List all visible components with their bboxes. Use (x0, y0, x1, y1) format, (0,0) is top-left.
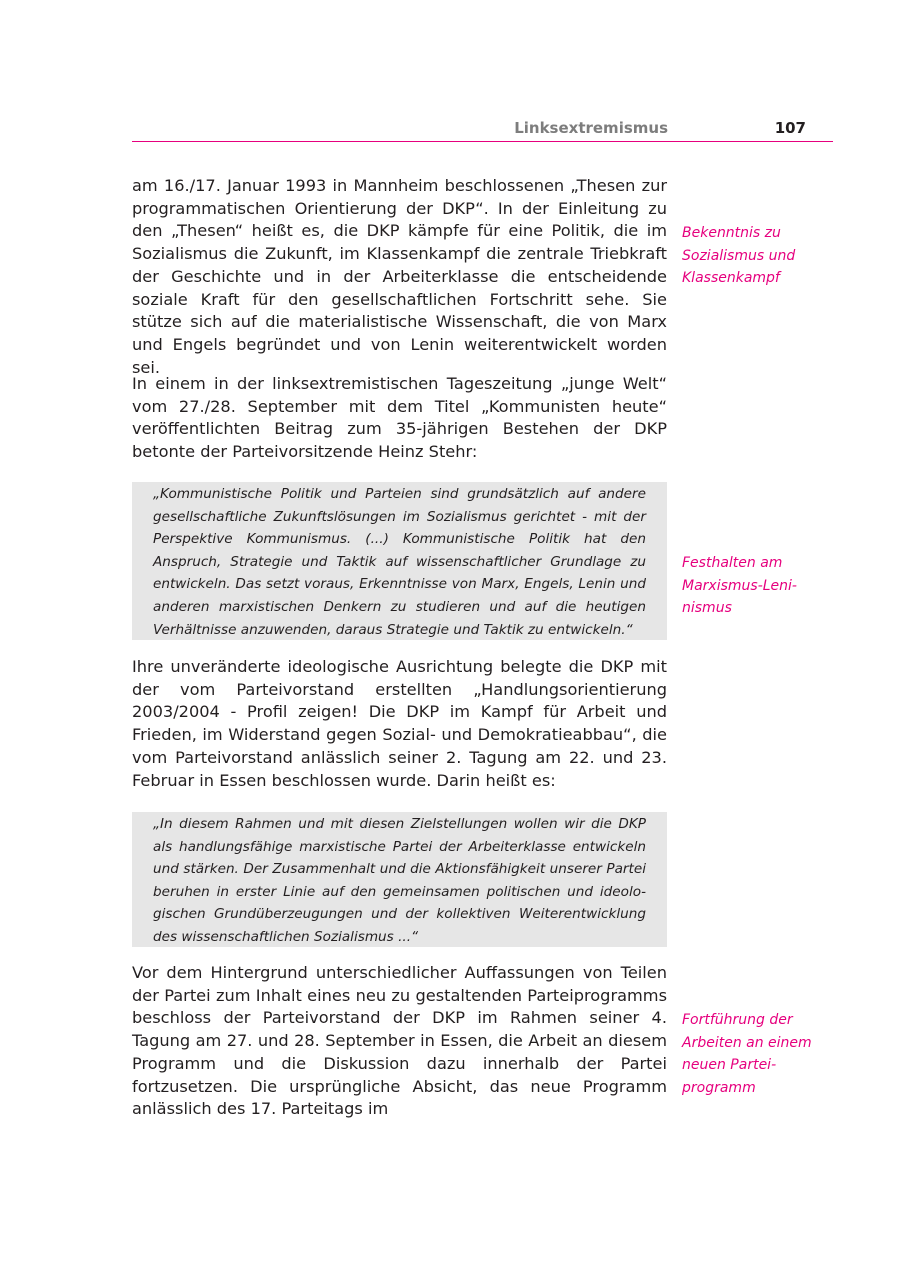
header-divider (132, 141, 833, 142)
margin-note-3: Fortführung der Arbeiten an einem neuen Partei- programm (682, 1012, 812, 1096)
margin-note-2: Festhalten am Marxismus-Leni- nismus (682, 555, 797, 616)
paragraph-4: Vor dem Hintergrund unterschiedlicher Auffassungen von Teilen der Partei zum Inhalt eines neu zu gestaltenden Parteiprogramms beschloss der Parteivorstand der DKP im Rahmen seiner 4. Tagung am 27. und 28. September in Essen, die Arbeit an diesem Programm und die Diskussion dazu innerhalb der Partei fortzusetzen. Die ursprüngliche Absicht, das neue Programm anlässlich des 17. Parteitags im (132, 963, 667, 1119)
paragraph-2: In einem in der linksextremistischen Tageszeitung „junge Welt“ vom 27./28. September mit dem Titel „Kommunisten heute“ veröffentlichten Beitrag zum 35-jährigen Bestehen der DKP betonte der Parteivorsitzende Heinz Stehr: (132, 374, 667, 462)
paragraph-1: am 16./17. Januar 1993 in Mannheim beschlossenen „Thesen zur programmatischen Orientierung der DKP“. In der Einleitung zu den „Thesen“ heißt es, die DKP kämpfe für eine Politik, die im Sozialismus die Zukunft, im Klassenkampf die zentrale Triebkraft der Geschichte und in der Arbeiterklasse die entscheidende soziale Kraft für den gesellschaftlichen Fortschritt sehe. Sie stütze sich auf die materialistische Wissenschaft, die von Marx und Engels begründet und von Lenin weiterentwickelt worden sei. (132, 176, 667, 377)
paragraph-3: Ihre unveränderte ideologische Ausrichtung belegte die DKP mit der vom Parteivorstand erstellten „Handlungsorientierung 2003/2004 - Profil zeigen! Die DKP im Kampf für Arbeit und Frieden, im Widerstand gegen Sozial- und Demokratieabbau“, die vom Parteivorstand anlässlich seiner 2. Tagung am 22. und 23. Februar in Essen beschlossen wurde. Darin heißt es: (132, 657, 667, 790)
margin-note-1: Bekenntnis zu Sozialismus und Klassenkampf (682, 225, 796, 286)
quote-text-2: „In diesem Rahmen und mit diesen Zielstellungen wollen wir die DKP als handlungsfähige marxistische Partei der Arbeiterklasse entwickeln und stärken. Der Zusammenhalt und die Aktionsfähigkeit unserer Partei beruhen in erster Linie auf den gemeinsamen politischen und ideologischen Grundüberzeugungen und der kollektiven Weiterentwicklung des wissenschaftlichen Sozialismus ...“ (153, 816, 646, 945)
section-title: Linksextremismus (514, 119, 668, 137)
quote-block-2 (132, 812, 667, 947)
quote-text-1: „Kommunistische Politik und Parteien sind grundsätzlich auf andere gesellschaftliche Zukunftslösungen im Sozialismus gerichtet - mit der Perspektive Kommunismus. (...) Kommunistische Politik hat den Anspruch, Strategie und Taktik auf wissenschaftlicher Grundlage zu entwickeln. Das setzt voraus, Erkenntnisse von Marx, Engels, Lenin und anderen marxistischen Denkern zu studieren und auf die heutigen Verhältnisse anzuwenden, daraus Strategie und Taktik zu entwickeln.“ (153, 486, 646, 638)
page-number: 107 (774, 119, 806, 137)
quote-block-1 (132, 482, 667, 640)
